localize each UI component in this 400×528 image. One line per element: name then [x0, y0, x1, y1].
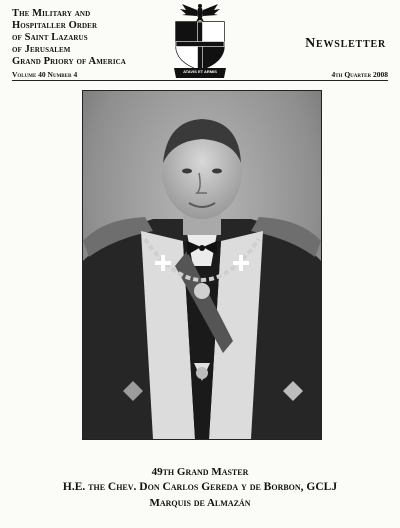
portrait-illustration — [83, 91, 321, 439]
eagle-icon — [180, 4, 220, 22]
order-name-line-5: Grand Priory of America — [12, 56, 126, 67]
order-name-line-2: Hospitaller Order — [12, 20, 98, 31]
order-name-line-1: The Military and — [12, 8, 91, 19]
order-name — [12, 8, 172, 68]
volume-number: Volume 40 Number 4 — [12, 70, 78, 79]
crest-motto: ATAVIS ET ARMIS — [183, 69, 217, 74]
caption-subtitle: Marquis de Almazán — [149, 497, 251, 509]
order-name-line-4: of Jerusalem — [12, 44, 71, 55]
newsletter-title: Newsletter — [305, 36, 386, 51]
order-name-line-3: of Saint Lazarus — [12, 32, 88, 43]
masthead-divider — [12, 80, 388, 81]
portrait-photo — [82, 90, 322, 440]
issue-quarter: 4th Quarter 2008 — [331, 70, 388, 79]
caption-name: H.E. the Chev. Don Carlos Gereda y de Borbon, GCLJ — [62, 481, 338, 493]
caption-title: 49th Grand Master — [151, 466, 249, 478]
